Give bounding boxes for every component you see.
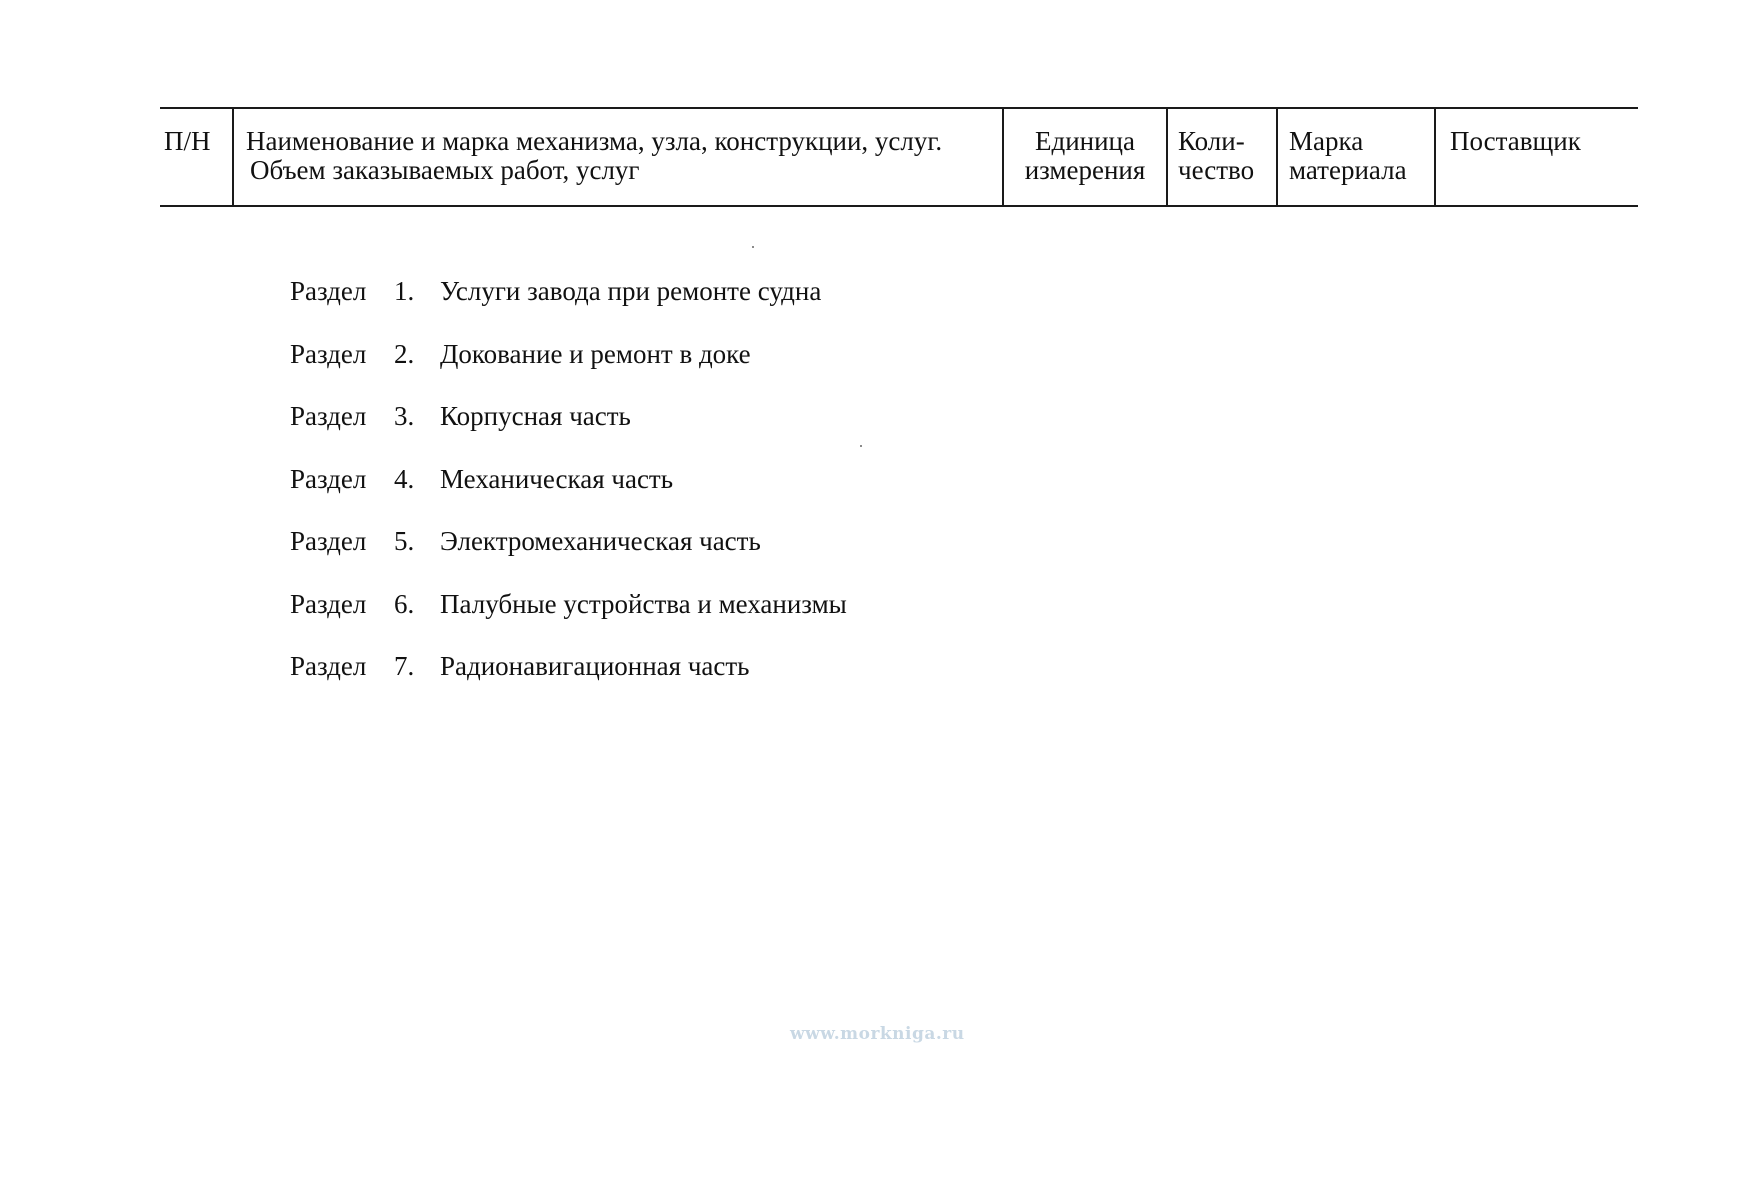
header-material-line2: материала: [1289, 155, 1407, 185]
header-unit-line1: Единица: [1034, 126, 1135, 156]
header-material-line1: Марка: [1289, 126, 1364, 156]
section-item: [290, 401, 847, 464]
header-supplier-label: Поставщик: [1450, 126, 1581, 156]
section-word: Раздел: [290, 463, 367, 494]
section-number: 3.: [394, 401, 415, 431]
header-cell-unit: [1002, 109, 1166, 205]
section-number: 7.: [394, 651, 415, 681]
section-word: Раздел: [290, 276, 367, 306]
section-item: [290, 464, 847, 527]
section-item: [290, 339, 847, 402]
header-cell-supplier: [1434, 109, 1638, 205]
header-unit-line2: измерения: [1024, 155, 1146, 185]
section-item: [290, 276, 847, 339]
section-number: 1.: [394, 276, 415, 306]
section-word: Раздел: [290, 651, 367, 681]
section-title: Докование и ремонт в доке: [440, 338, 751, 369]
section-item: [290, 526, 847, 589]
section-title: Радионавигационная часть: [440, 651, 750, 681]
header-qty-line1: Коли-: [1178, 126, 1245, 156]
header-pn-label: П/Н: [164, 126, 211, 156]
header-cell-pn: [160, 109, 232, 205]
header-qty-line2: чество: [1178, 155, 1255, 185]
section-word: Раздел: [290, 588, 367, 619]
section-word: Раздел: [290, 401, 367, 431]
header-name-line2: Объем заказываемых работ, услуг: [250, 155, 640, 185]
scan-speck: [752, 246, 754, 248]
section-number: 6.: [394, 588, 415, 619]
watermark: www.morkniga.ru: [790, 1024, 965, 1044]
header-cell-name: [232, 109, 1002, 205]
section-title: Палубные устройства и механизмы: [440, 588, 847, 619]
section-word: Раздел: [290, 338, 367, 369]
table-header: [160, 107, 1638, 207]
section-word: Раздел: [290, 526, 367, 556]
section-number: 2.: [394, 338, 415, 369]
section-item: [290, 589, 847, 652]
section-item: [290, 651, 847, 714]
section-number: 5.: [394, 526, 415, 556]
section-title: Корпусная часть: [440, 401, 631, 431]
section-title: Механическая часть: [440, 463, 674, 494]
header-name-line1: Наименование и марка механизма, узла, конструкции, услуг.: [246, 126, 943, 156]
header-cell-quantity: [1166, 109, 1276, 205]
section-number: 4.: [394, 463, 415, 494]
header-cell-material: [1276, 109, 1434, 205]
section-title: Услуги завода при ремонте судна: [440, 276, 822, 306]
scan-speck: [860, 445, 862, 447]
section-list: [290, 276, 847, 714]
section-title: Электромеханическая часть: [440, 526, 761, 556]
